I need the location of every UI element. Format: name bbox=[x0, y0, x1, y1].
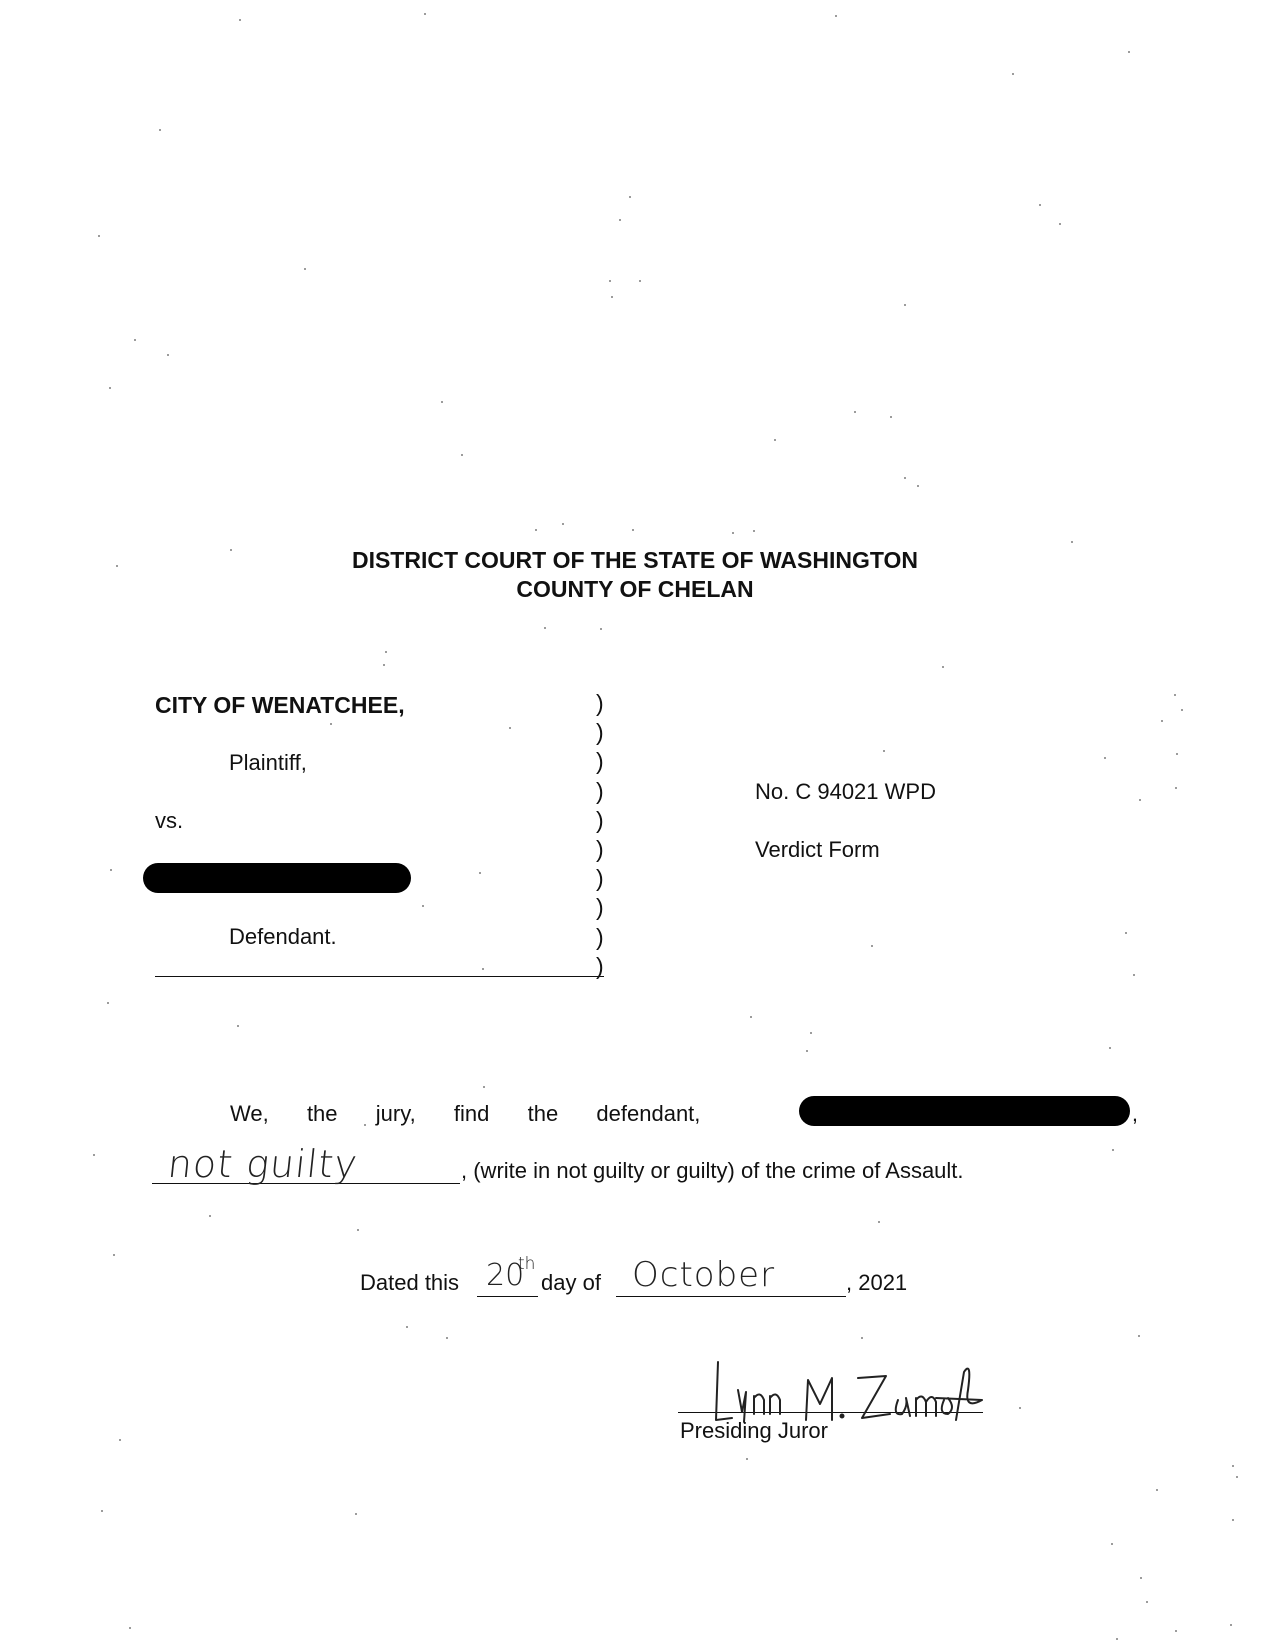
caption-underline bbox=[155, 976, 604, 977]
court-county: COUNTY OF CHELAN bbox=[516, 576, 754, 602]
defendant-role: Defendant. bbox=[229, 924, 337, 949]
handwritten-verdict: not guilty bbox=[165, 1142, 361, 1186]
handwritten-day-suffix: th bbox=[518, 1254, 536, 1274]
handwritten-day: 20 bbox=[486, 1258, 525, 1293]
day-blank-line bbox=[477, 1296, 538, 1297]
month-blank-line bbox=[616, 1296, 846, 1297]
case-number: No. C 94021 WPD bbox=[755, 779, 936, 804]
verdict-word: jury, bbox=[375, 1101, 416, 1126]
handwritten-month: October bbox=[632, 1255, 776, 1295]
redacted-defendant-name bbox=[143, 863, 411, 893]
redacted-defendant-name-inline bbox=[799, 1096, 1130, 1126]
verdict-word: defendant, bbox=[596, 1101, 701, 1126]
dated-prefix: Dated this bbox=[360, 1270, 460, 1295]
dated-middle: day of bbox=[541, 1270, 601, 1295]
verdict-word: find bbox=[453, 1101, 490, 1126]
verdict-word: the bbox=[527, 1101, 559, 1126]
verdict-word: the bbox=[306, 1101, 338, 1126]
versus-label: vs. bbox=[155, 808, 184, 833]
verdict-instruction: , (write in not guilty or guilty) of the crime of Assault. bbox=[461, 1158, 964, 1183]
presiding-juror-label: Presiding Juror bbox=[680, 1418, 828, 1443]
plaintiff-name: CITY OF WENATCHEE, bbox=[155, 692, 405, 718]
verdict-word: We, bbox=[230, 1101, 269, 1126]
plaintiff-role: Plaintiff, bbox=[229, 750, 307, 775]
dated-year: , 2021 bbox=[846, 1270, 908, 1295]
form-title: Verdict Form bbox=[755, 837, 880, 862]
caption-parentheses: ) ) ) ) ) ) ) ) ) ) bbox=[596, 690, 604, 979]
trailing-comma: , bbox=[1131, 1101, 1138, 1126]
court-name: DISTRICT COURT OF THE STATE OF WASHINGTON bbox=[351, 547, 919, 573]
